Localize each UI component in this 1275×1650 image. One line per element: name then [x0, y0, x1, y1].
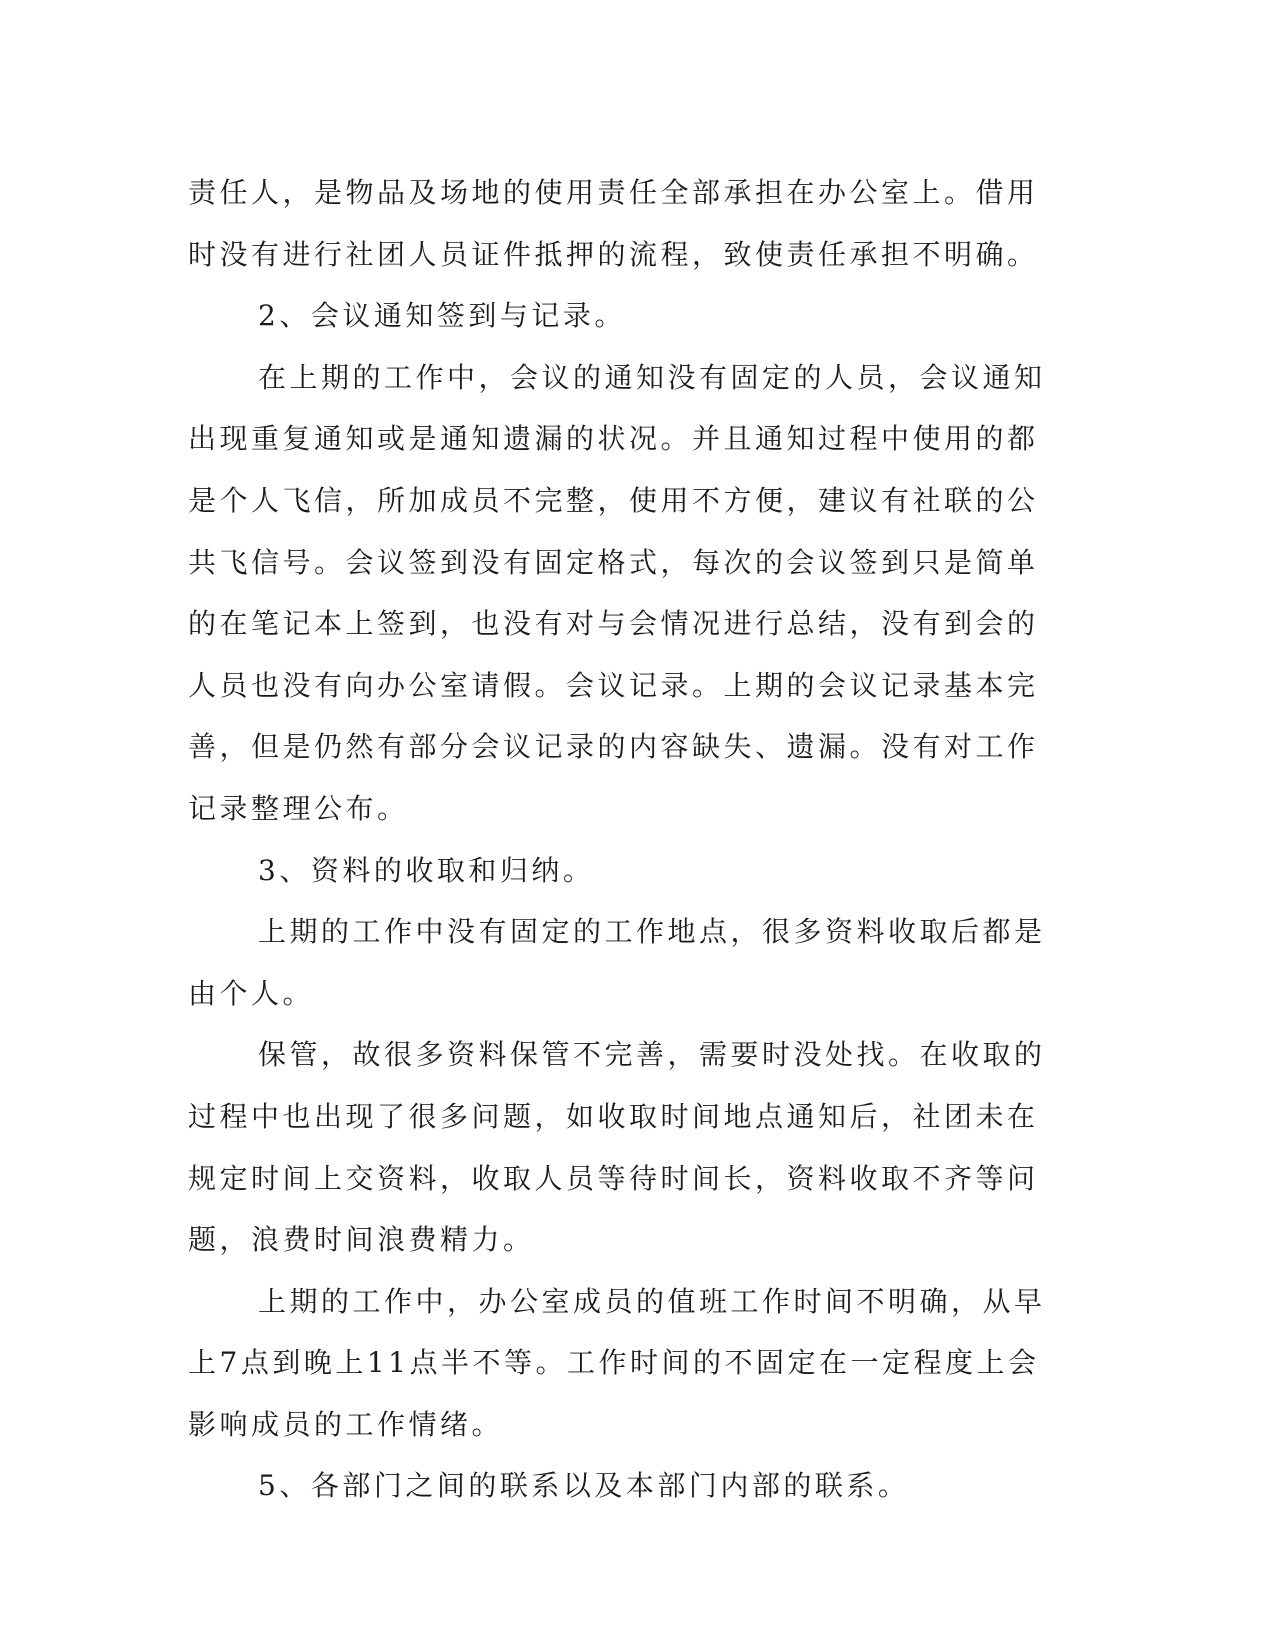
paragraph-1: 责任人，是物品及场地的使用责任全部承担在办公室上。借用时没有进行社团人员证件抵押的流程，致使责任承担不明确。	[188, 176, 1039, 271]
heading-department-contact: 5、各部门之间的联系以及本部门内部的联系。	[258, 1469, 910, 1503]
paragraph-duty-time: 上期的工作中，办公室成员的值班工作时间不明确，从早上7点到晚上11点半不等。工作时间的不固定在一定程度上会影响成员的工作情绪。	[188, 1284, 1046, 1441]
document-body	[188, 162, 1068, 1517]
paragraph-materials-2: 保管，故很多资料保管不完善，需要时没处找。在收取的过程中也出现了很多问题，如收取时间地点通知后，社团未在规定时间上交资料，收取人员等待时间长，资料收取不齐等问题，浪费时间浪费精力。	[188, 1038, 1046, 1257]
paragraph-materials-1: 上期的工作中没有固定的工作地点，很多资料收取后都是由个人。	[188, 915, 1046, 1010]
paragraph-meeting-notice: 在上期的工作中，会议的通知没有固定的人员，会议通知出现重复通知或是通知遗漏的状况。并且通知过程中使用的都是个人飞信，所加成员不完整，使用不方便，建议有社联的公共飞信号。会议签到没有固定格式，每次的会议签到只是简单的在笔记本上签到，也没有对与会情况进行总结，没有到会的人员也没有向办公室请假。会议记录。上期的会议记录基本完善，但是仍然有部分会议记录的内容缺失、遗漏。没有对工作记录整理公布。	[188, 360, 1046, 825]
heading-materials: 3、资料的收取和归纳。	[258, 853, 595, 887]
heading-meeting-notice: 2、会议通知签到与记录。	[258, 299, 626, 333]
